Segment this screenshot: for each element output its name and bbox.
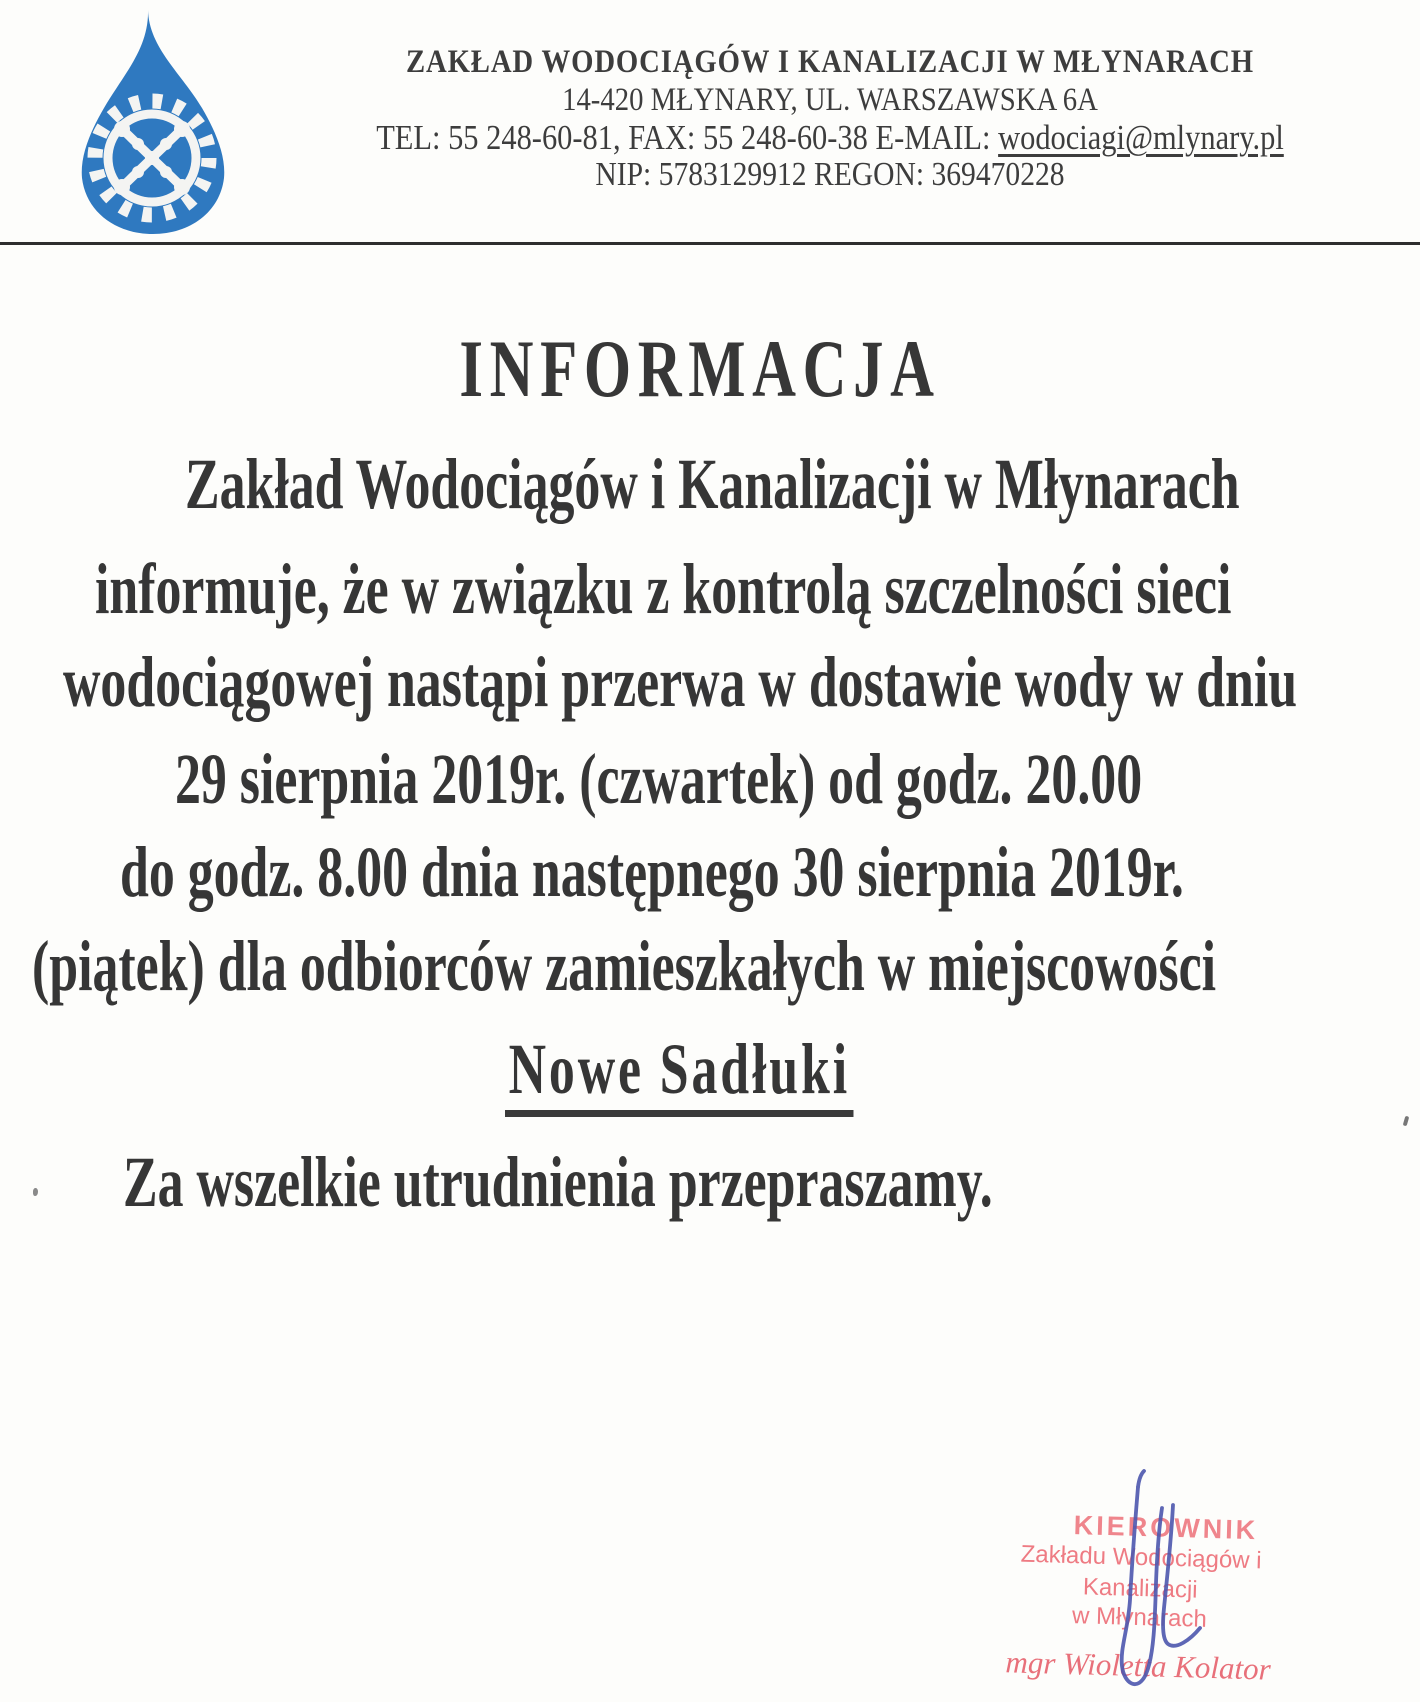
notice-line-5: do godz. 8.00 dnia następnego 30 sierpnia 2019r. [120, 832, 1184, 912]
company-contact [317, 120, 1344, 155]
email-link[interactable]: wodociagi@mlynary.pl [998, 118, 1284, 157]
stamp-role: KIEROWNIK [1073, 1510, 1259, 1546]
notice-line-3: wodociągowej nastąpi przerwa w dostawie wody w dniu [63, 642, 1298, 722]
company-name: ZAKŁAD WODOCIĄGÓW I KANALIZACJI W MŁYNARACH [405, 44, 1255, 80]
handwritten-signature-icon [1108, 1468, 1218, 1702]
notice-line-locality [505, 1029, 854, 1117]
notice-line-6: (piątek) dla odbiorców zamieszkałych w miejscowości [32, 926, 1217, 1006]
scan-speck [33, 1188, 38, 1196]
stamp-signer-name: mgr Wioletta Kolator [1005, 1644, 1272, 1687]
notice-line-2: informuje, że w związku z kontrolą szczelności sieci [95, 549, 1232, 629]
stamp-org-line2: w Młynarach [1071, 1602, 1208, 1633]
contact-phone-fax: TEL: 55 248-60-81, FAX: 55 248-60-38 E-MAIL: [376, 118, 999, 157]
company-registration: NIP: 5783129912 REGON: 369470228 [595, 156, 1065, 193]
stamp-org-line1: Zakładu Wodociągów i Kanalizacji [1020, 1540, 1262, 1604]
notice-title: INFORMACJA [459, 323, 941, 414]
company-logo [72, 8, 237, 236]
notice-line-apology: Za wszelkie utrudnienia przepraszamy. [123, 1142, 993, 1222]
company-address: 14-420 MŁYNARY, UL. WARSZAWSKA 6A [562, 82, 1098, 118]
locality-name: Nowe Sadłuki [505, 1033, 854, 1117]
notice-line-4: 29 sierpnia 2019r. (czwartek) od godz. 20.00 [175, 739, 1143, 819]
scan-speck [1403, 1116, 1410, 1127]
notice-line-1: Zakład Wodociągów i Kanalizacji w Młynarach [185, 444, 1240, 524]
header-divider [0, 242, 1420, 245]
